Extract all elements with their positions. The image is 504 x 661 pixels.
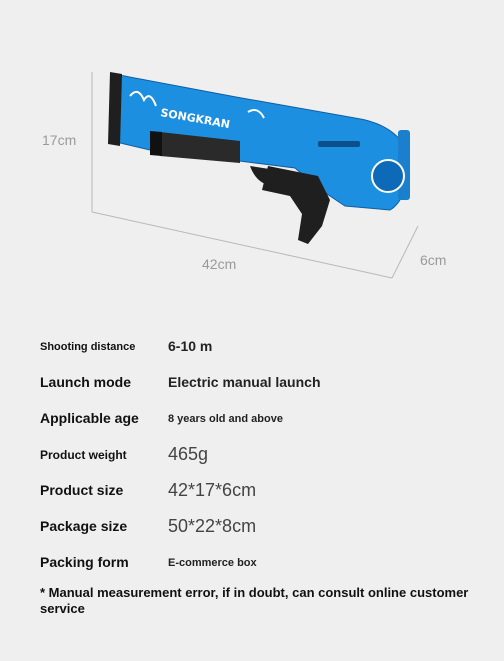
spec-value: E-commerce box — [168, 557, 257, 569]
specifications-table — [40, 336, 480, 588]
spec-row-shooting-distance — [40, 336, 480, 372]
stock-cap — [108, 72, 122, 146]
brand-logo-text: SONGKRAN — [159, 106, 231, 132]
spec-value: 8 years old and above — [168, 413, 283, 425]
spec-row-product-weight — [40, 444, 480, 480]
spec-label: Packing form — [40, 554, 129, 570]
spec-label: Shooting distance — [40, 341, 136, 353]
spec-label: Launch mode — [40, 374, 132, 390]
top-slot — [318, 141, 360, 147]
spec-value: 6-10 m — [168, 338, 213, 354]
spec-value: Electric manual launch — [168, 374, 321, 390]
spec-label: Applicable age — [40, 410, 139, 426]
spec-row-launch-mode — [40, 372, 480, 408]
spec-label: Product weight — [40, 448, 127, 462]
spec-value: 465g — [168, 444, 209, 464]
spec-row-package-size — [40, 516, 480, 552]
splash-logo — [372, 160, 404, 192]
height-dimension-label: 17cm — [42, 132, 77, 148]
pump-grip — [150, 131, 162, 156]
spec-row-packing-form — [40, 552, 480, 588]
depth-dimension-label: 6cm — [420, 252, 447, 268]
spec-value: 42*17*6cm — [168, 480, 257, 500]
spec-label: Package size — [40, 518, 128, 534]
spec-value: 50*22*8cm — [168, 516, 257, 536]
spec-row-product-size — [40, 480, 480, 516]
depth-dimension-line — [392, 226, 418, 278]
product-figure — [0, 0, 504, 310]
spec-row-applicable-age — [40, 408, 480, 444]
spec-label: Product size — [40, 482, 124, 498]
measurement-note: * Manual measurement error, if in doubt, can consult online customer service — [40, 585, 469, 616]
length-dimension-line — [92, 212, 392, 278]
length-dimension-label: 42cm — [202, 256, 237, 272]
